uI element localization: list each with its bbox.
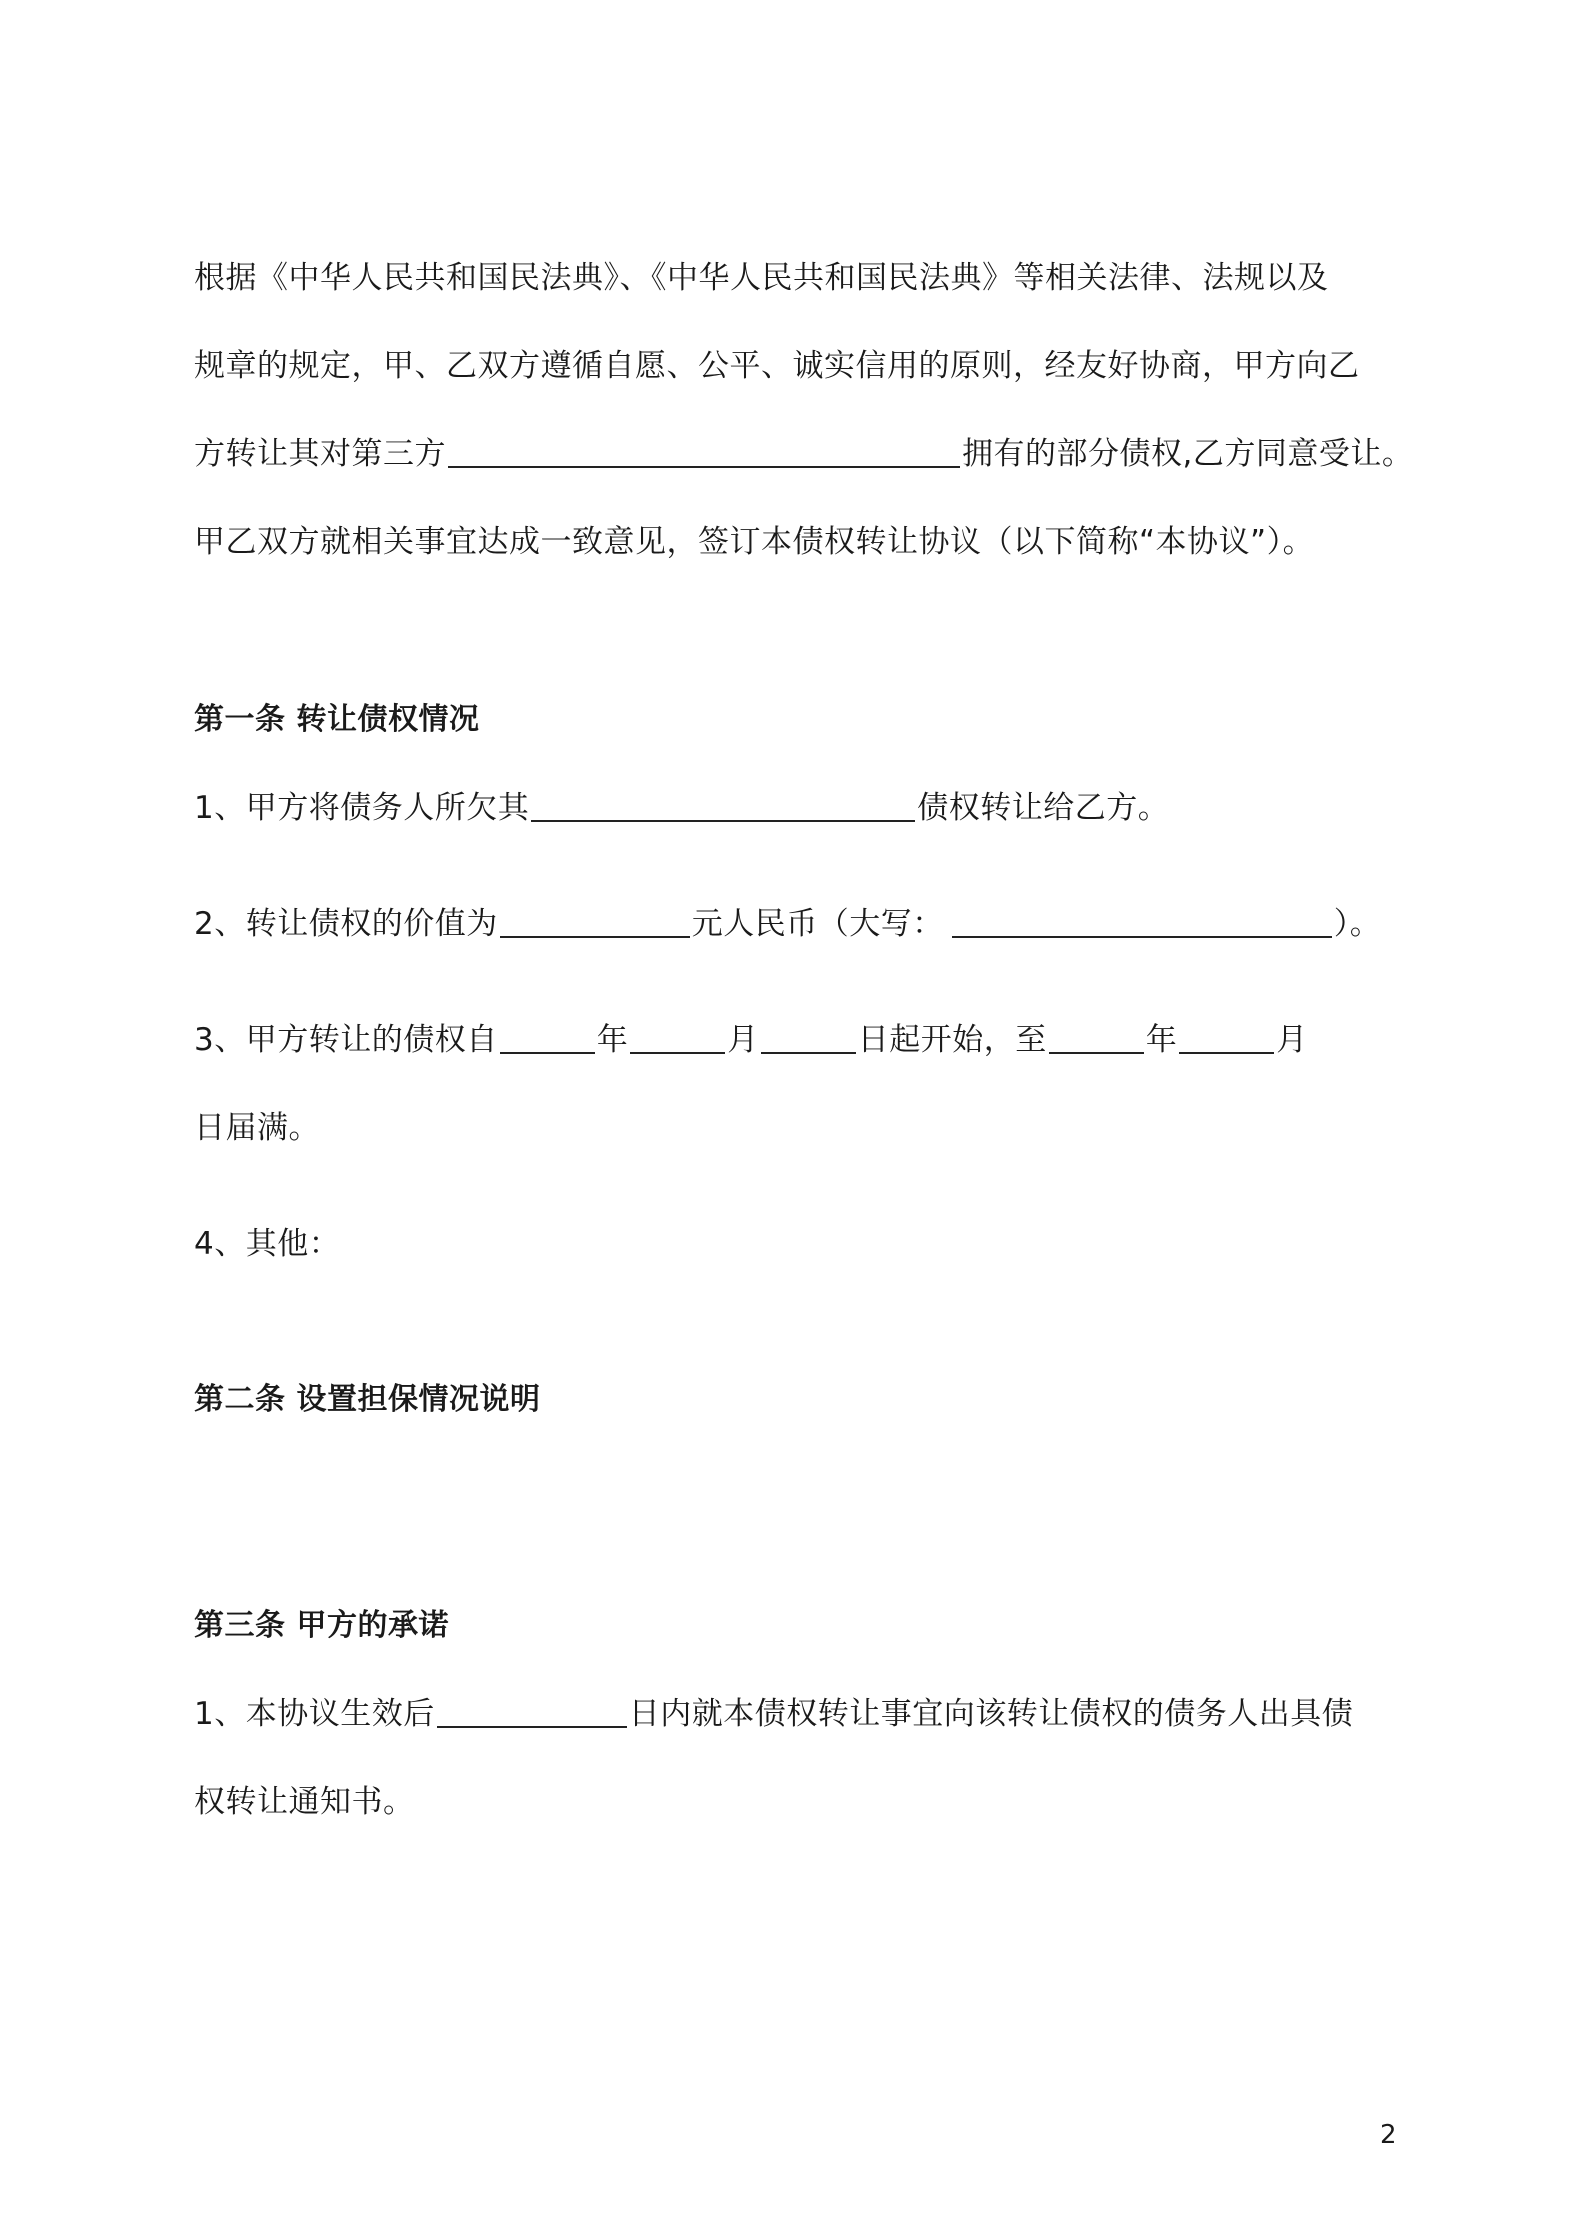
article-1-item-3 (194, 1020, 1308, 1060)
value-uppercase-blank[interactable] (952, 908, 1332, 938)
article-1-title (194, 700, 479, 740)
article-2-title-text: 第二条 设置担保情况说明 (194, 1382, 541, 1417)
preamble-line-4 (194, 522, 1314, 562)
preamble-text-1: 根据《中华人民共和国民法典》、《中华人民共和国民法典》等相关法律、法规以及 (194, 260, 1329, 296)
start-month-label: 月 (727, 1022, 759, 1058)
preamble-line-3 (194, 434, 1413, 474)
page-number: 2 (1380, 2120, 1397, 2150)
start-month-blank[interactable] (630, 1024, 725, 1054)
article-3-title-text: 第三条 甲方的承诺 (194, 1608, 449, 1643)
end-year-label: 年 (1145, 1022, 1178, 1058)
article-1-item-3-text-a: 3、甲方转让的债权自 (194, 1022, 498, 1058)
article-1-item-2-text-b: 元人民币（大写： (691, 906, 944, 942)
article-3-item-1-text-a: 1、本协议生效后 (194, 1696, 435, 1732)
preamble-line-1 (194, 258, 1329, 298)
preamble-text-3a: 方转让其对第三方 (194, 436, 446, 472)
preamble-line-2 (194, 346, 1360, 386)
preamble-text-4: 甲乙双方就相关事宜达成一致意见，签订本债权转让协议（以下简称“本协议”）。 (194, 524, 1315, 560)
article-3-item-1-text-c: 权转让通知书。 (194, 1784, 415, 1820)
start-day-label: 日起开始，至 (857, 1022, 1047, 1058)
start-day-blank[interactable] (761, 1024, 856, 1054)
article-1-item-2 (194, 904, 1381, 944)
article-1-item-1-text-b: 债权转让给乙方。 (917, 790, 1170, 826)
article-1-title-text: 第一条 转让债权情况 (194, 702, 480, 737)
article-3-item-1 (194, 1694, 1353, 1734)
value-blank[interactable] (500, 908, 690, 938)
end-month-blank[interactable] (1179, 1024, 1274, 1054)
article-2-title (194, 1380, 540, 1420)
creditor-blank[interactable] (531, 792, 915, 822)
start-year-label: 年 (596, 1022, 629, 1058)
article-3-title (194, 1606, 449, 1646)
third-party-blank[interactable] (448, 438, 960, 468)
article-3-item-1-continued (194, 1782, 415, 1822)
article-1-item-2-text-c: ）。 (1333, 906, 1382, 942)
article-1-item-1 (194, 788, 1169, 828)
end-month-label: 月 (1276, 1022, 1308, 1058)
article-1-item-4 (194, 1224, 340, 1264)
notice-days-blank[interactable] (437, 1698, 627, 1728)
end-year-blank[interactable] (1049, 1024, 1144, 1054)
preamble-text-3b: 拥有的部分债权,乙方同意受让。 (962, 436, 1414, 472)
article-1-item-4-text: 4、其他： (194, 1226, 341, 1262)
article-1-item-3-text-end: 日届满。 (194, 1110, 320, 1146)
preamble-text-2: 规章的规定，甲、乙双方遵循自愿、公平、诚实信用的原则，经友好协商，甲方向乙 (194, 348, 1360, 384)
start-year-blank[interactable] (500, 1024, 595, 1054)
article-1-item-1-text-a: 1、甲方将债务人所欠其 (194, 790, 530, 826)
article-3-item-1-text-b: 日内就本债权转让事宜向该转让债权的债务人出具债 (628, 1696, 1354, 1732)
article-1-item-3-continued (194, 1108, 320, 1148)
article-1-item-2-text-a: 2、转让债权的价值为 (194, 906, 498, 942)
